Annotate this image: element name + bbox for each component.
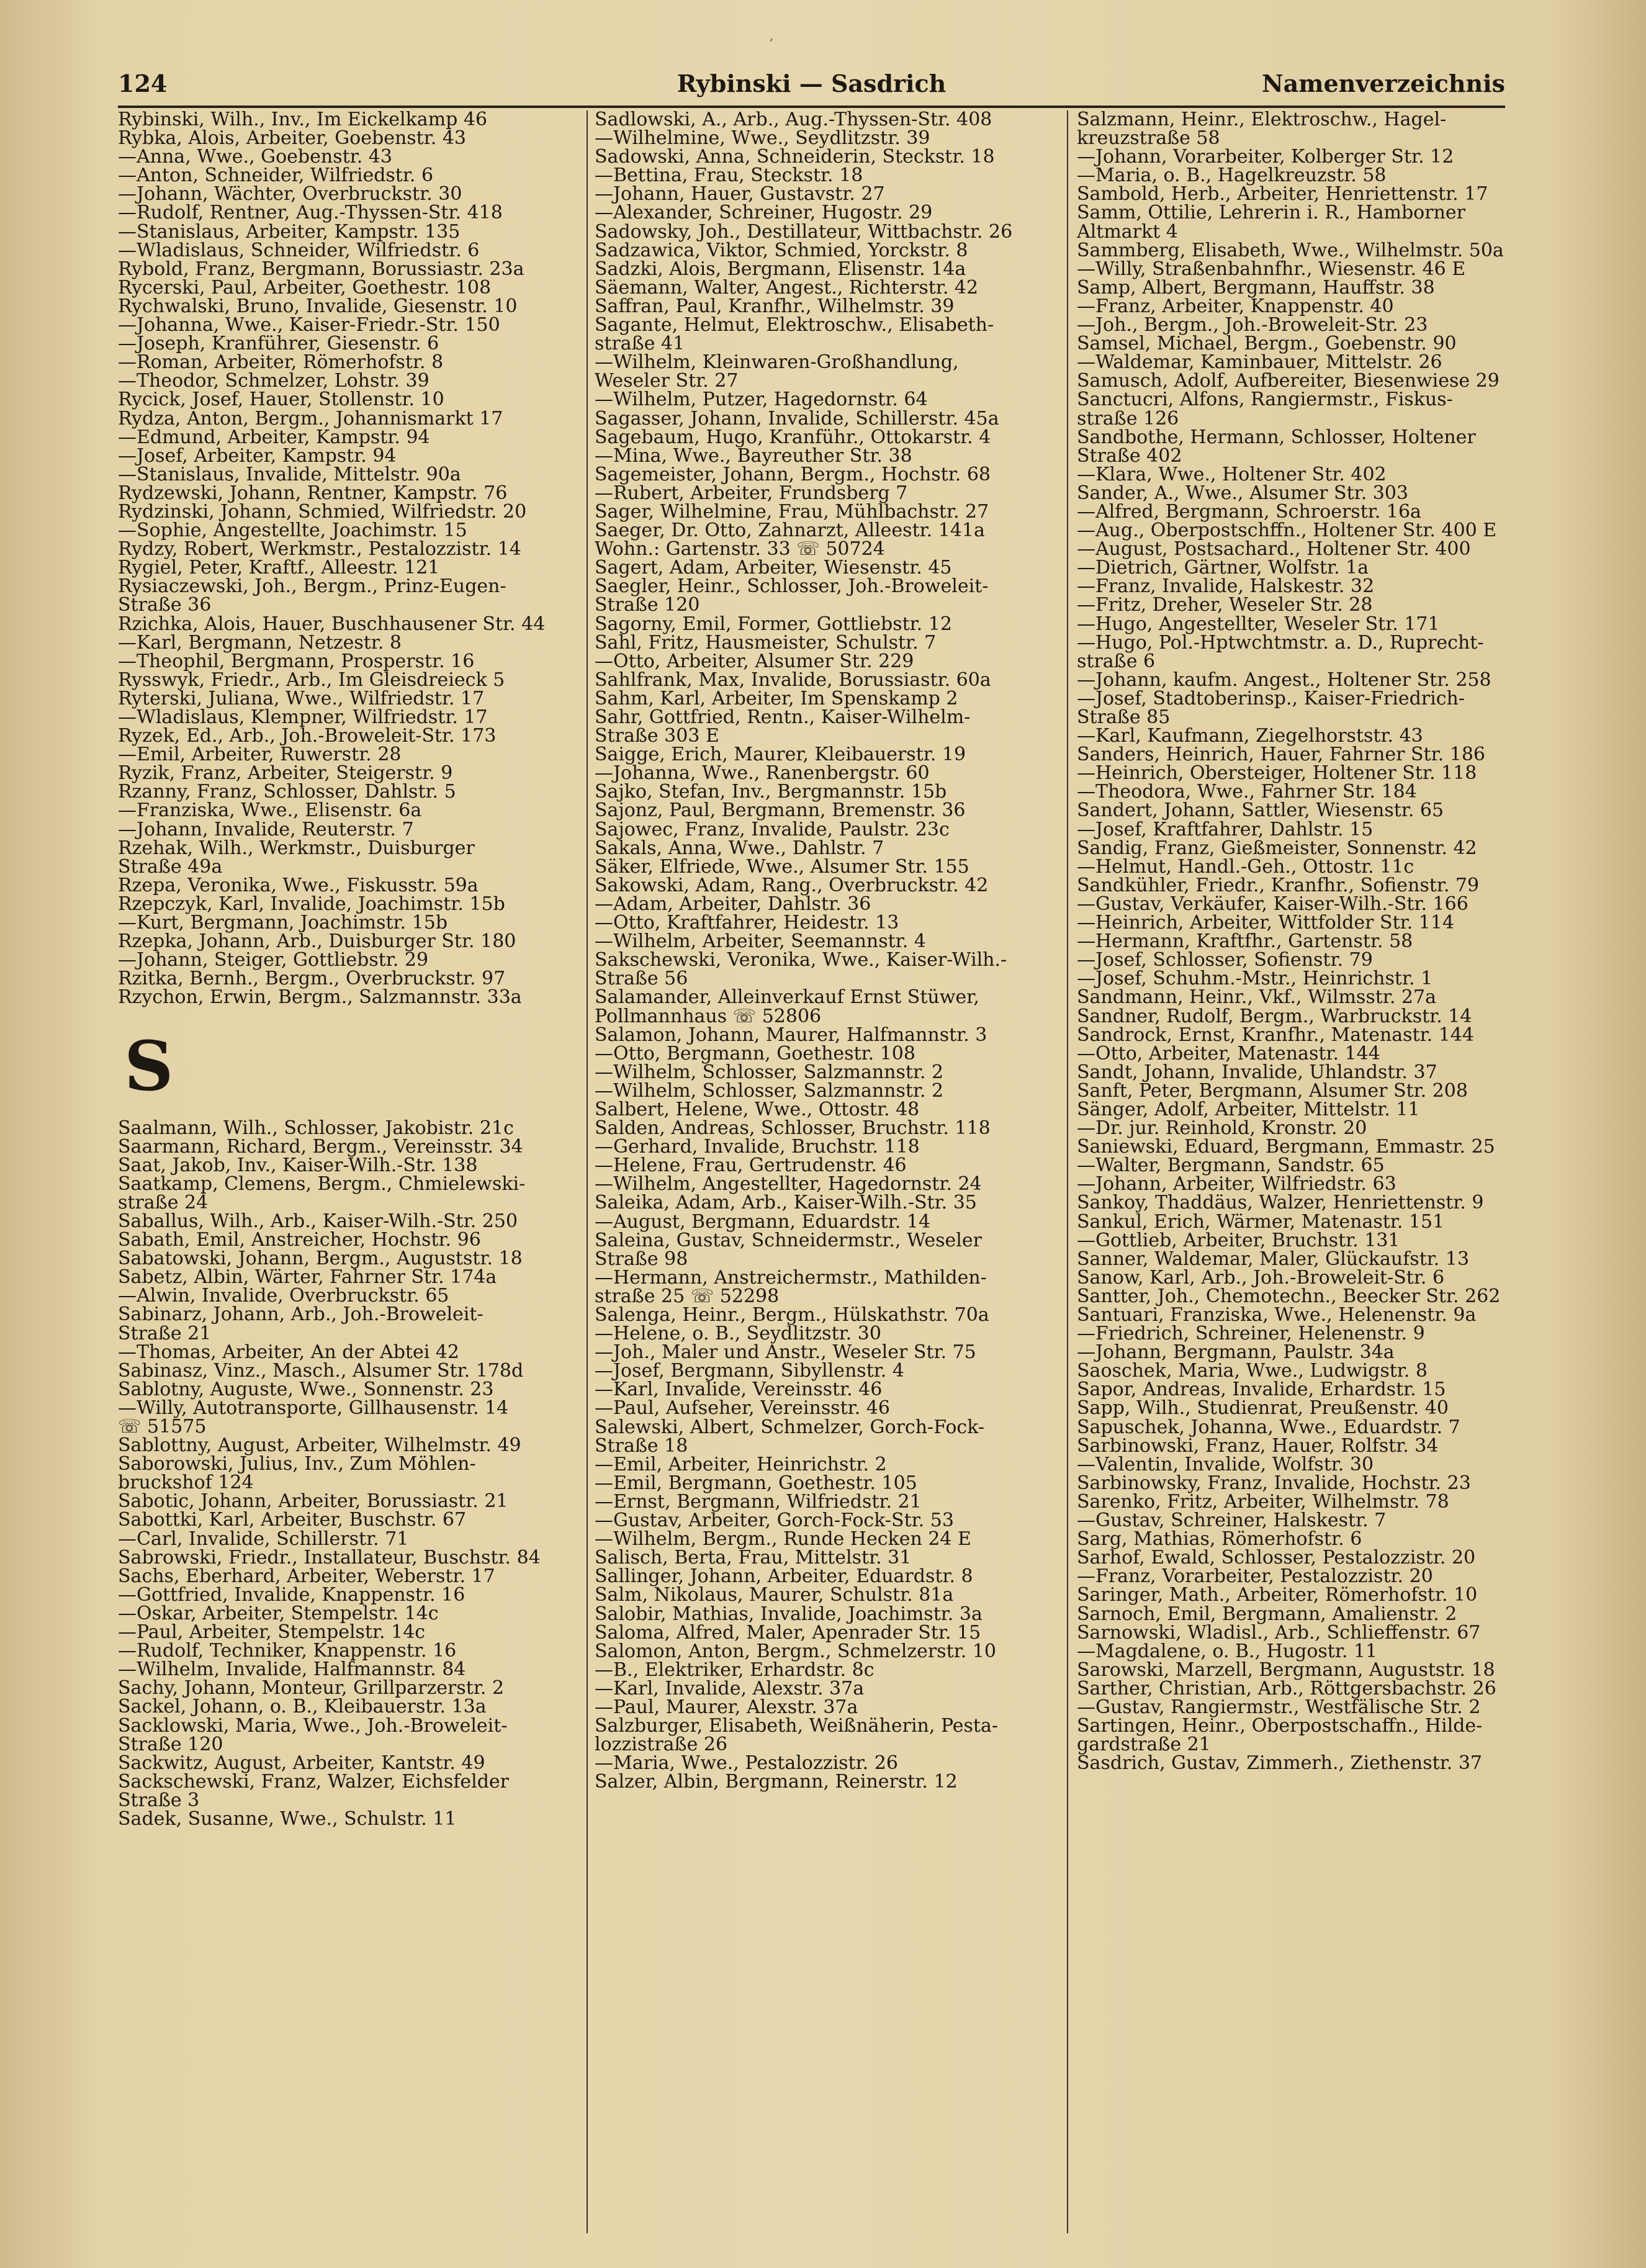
- directory-entry-line: —Hermann, Kraftfhr., Gartenstr. 58: [1077, 930, 1413, 953]
- directory-entry-line: Ryzek, Ed., Arb., Joh.-Broweleit-Str. 173: [118, 725, 497, 747]
- directory-entry-line: —Paul, Arbeiter, Stempelstr. 14c: [118, 1621, 426, 1644]
- directory-entry-line: Saborowski, Julius, Inv., Zum Möhlen-: [118, 1453, 476, 1475]
- directory-entry-line: —Kurt, Bergmann, Joachimstr. 15b: [118, 912, 448, 934]
- directory-entry-line: Sänger, Adolf, Arbeiter, Mittelstr. 11: [1077, 1098, 1420, 1120]
- directory-entry-line: —Johann, Wächter, Overbruckstr. 30: [118, 183, 462, 205]
- directory-entry-line: —Wilhelm, Bergm., Runde Hecken 24 E: [595, 1528, 971, 1550]
- directory-entry-line: Sanders, Heinrich, Hauer, Fahrner Str. 186: [1077, 744, 1485, 766]
- column-divider: [1067, 110, 1068, 2233]
- directory-entry-line: Sahlfrank, Max, Invalide, Borussiastr. 60a: [595, 668, 991, 691]
- directory-entry-line: Rybinski, Wilh., Inv., Im Eickelkamp 46: [118, 109, 488, 130]
- directory-entry-line: Salbert, Helene, Wwe., Ottostr. 48: [595, 1098, 920, 1120]
- directory-entry-line: Salomon, Anton, Bergm., Schmelzerstr. 10: [595, 1640, 997, 1662]
- directory-entry-line: straße 25 ☏ 52298: [595, 1285, 780, 1307]
- directory-entry-line: Rycerski, Paul, Arbeiter, Goethestr. 108: [118, 276, 492, 299]
- directory-entry-line: gardstraße 21: [1077, 1734, 1211, 1756]
- directory-entry-line: —August, Postsachard., Holtener Str. 400: [1077, 538, 1471, 560]
- directory-entry-line: Saeger, Dr. Otto, Zahnarzt, Alleestr. 141a: [595, 520, 985, 542]
- directory-entry-line: —Gerhard, Invalide, Bruchstr. 118: [595, 1136, 920, 1158]
- directory-entry-line: Sackschewski, Franz, Walzer, Eichsfelder: [118, 1770, 509, 1793]
- directory-entry-line: Sandrock, Ernst, Kranfhr., Matenastr. 144: [1077, 1024, 1474, 1046]
- directory-entry-line: —Helmut, Handl.-Geh., Ottostr. 11c: [1077, 855, 1414, 878]
- directory-entry-line: Samusch, Adolf, Aufbereiter, Biesenwiese 29: [1077, 370, 1500, 392]
- directory-entry-line: —Otto, Arbeiter, Alsumer Str. 229: [595, 650, 914, 672]
- directory-entry-line: —Wilhelm, Invalide, Halfmannstr. 84: [118, 1658, 466, 1681]
- directory-entry-line: Sankoy, Thaddäus, Walzer, Henriettenstr. 9: [1077, 1192, 1484, 1214]
- directory-entry-line: straße 41: [595, 333, 685, 355]
- directory-entry-line: Samp, Albert, Bergmann, Hauffstr. 38: [1077, 276, 1435, 299]
- directory-entry-line: Salobir, Mathias, Invalide, Joachimstr. 3a: [595, 1603, 983, 1625]
- directory-entry-line: —Johanna, Wwe., Kaiser-Friedr.-Str. 150: [118, 314, 500, 336]
- directory-entry-line: Straße 18: [595, 1434, 688, 1457]
- directory-entry-line: Sanner, Waldemar, Maler, Glückaufstr. 13: [1077, 1248, 1470, 1270]
- directory-entry-line: Sambold, Herb., Arbeiter, Henriettenstr. 17: [1077, 183, 1488, 205]
- directory-entry-line: Weseler Str. 27: [595, 370, 739, 392]
- directory-entry-line: Sapor, Andreas, Invalide, Erhardstr. 15: [1077, 1379, 1446, 1401]
- directory-entry-line: —Alwin, Invalide, Overbruckstr. 65: [118, 1285, 449, 1307]
- directory-entry-line: Salzmann, Heinr., Elektroschw., Hagel-: [1077, 109, 1447, 130]
- directory-entry-line: —Karl, Bergmann, Netzestr. 8: [118, 631, 402, 654]
- directory-entry-line: Sabath, Emil, Anstreicher, Hochstr. 96: [118, 1229, 481, 1251]
- column-divider: [587, 110, 588, 2233]
- directory-entry-line: Rzychon, Erwin, Bergm., Salzmannstr. 33a: [118, 986, 522, 1009]
- directory-entry-line: Straße 120: [595, 594, 700, 616]
- directory-entry-line: —Heinrich, Obersteiger, Holtener Str. 118: [1077, 762, 1477, 785]
- directory-entry-line: —Johann, Steiger, Gottliebstr. 29: [118, 949, 429, 971]
- directory-entry-line: —Aug., Oberpostschffn., Holtener Str. 400 E: [1077, 520, 1497, 542]
- directory-entry-line: Rydzinski, Johann, Schmied, Wilfriedstr. 20: [118, 500, 527, 523]
- directory-entry-line: Rybka, Alois, Arbeiter, Goebenstr. 43: [118, 127, 467, 150]
- directory-entry-line: Santuari, Franziska, Wwe., Helenenstr. 9a: [1077, 1304, 1477, 1326]
- directory-entry-line: —Wilhelm, Kleinwaren-Großhandlung,: [595, 351, 959, 374]
- directory-entry-line: —Franz, Vorarbeiter, Pestalozzistr. 20: [1077, 1565, 1433, 1588]
- directory-entry-line: —Joseph, Kranführer, Giesenstr. 6: [118, 333, 439, 355]
- directory-entry-line: Saegler, Heinr., Schlosser, Joh.-Broweleit-: [595, 575, 989, 598]
- directory-entry-line: —Josef, Arbeiter, Kampstr. 94: [118, 444, 397, 467]
- directory-entry-line: —Theophil, Bergmann, Prosperstr. 16: [118, 650, 475, 672]
- directory-entry-line: Rydzy, Robert, Werkmstr., Pestalozzistr. 14: [118, 538, 521, 560]
- directory-entry-line: —Emil, Arbeiter, Heinrichstr. 2: [595, 1453, 887, 1475]
- directory-entry-line: —Anton, Schneider, Wilfriedstr. 6: [118, 164, 434, 187]
- directory-entry-line: Rzepka, Johann, Arb., Duisburger Str. 180: [118, 930, 516, 953]
- directory-entry-line: Salenga, Heinr., Bergm., Hülskathstr. 70a: [595, 1304, 989, 1326]
- directory-entry-line: Rzanny, Franz, Schlosser, Dahlstr. 5: [118, 781, 456, 803]
- directory-entry-line: Sablotny, Auguste, Wwe., Sonnenstr. 23: [118, 1378, 494, 1400]
- directory-entry-line: Sarowski, Marzell, Bergmann, Auguststr. 18: [1077, 1658, 1495, 1681]
- directory-entry-line: —Stanislaus, Invalide, Mittelstr. 90a: [118, 463, 461, 485]
- directory-entry-line: —Theodora, Wwe., Fahrner Str. 184: [1077, 781, 1417, 803]
- directory-entry-line: —Dr. jur. Reinhold, Kronstr. 20: [1077, 1117, 1367, 1140]
- directory-entry-line: Rzehak, Wilh., Werkmstr., Duisburger: [118, 837, 475, 859]
- directory-entry-line: Samm, Ottilie, Lehrerin i. R., Hamborner: [1077, 202, 1465, 224]
- directory-entry-line: —Johann, Vorarbeiter, Kolberger Str. 12: [1077, 146, 1454, 168]
- directory-entry-line: Sajowec, Franz, Invalide, Paulstr. 23c: [595, 818, 950, 840]
- directory-entry-line: Sabinasz, Vinz., Masch., Alsumer Str. 178d: [118, 1359, 524, 1382]
- directory-entry-line: Salzburger, Elisabeth, Weißnäherin, Pesta-: [595, 1715, 999, 1737]
- directory-entry-line: Saringer, Math., Arbeiter, Römerhofstr. 10: [1077, 1584, 1478, 1606]
- directory-entry-line: Rzichka, Alois, Hauer, Buschhausener Str. 44: [118, 613, 546, 635]
- directory-entry-line: Sander, A., Wwe., Alsumer Str. 303: [1077, 482, 1409, 504]
- directory-entry-line: Rysiaczewski, Joh., Bergm., Prinz-Eugen-: [118, 575, 506, 598]
- directory-entry-line: —Johann, Arbeiter, Wilfriedstr. 63: [1077, 1173, 1396, 1195]
- directory-entry-line: —Johann, Bergmann, Paulstr. 34a: [1077, 1341, 1395, 1364]
- directory-entry-line: kreuzstraße 58: [1077, 127, 1220, 150]
- directory-entry-line: —Johann, Hauer, Gustavstr. 27: [595, 183, 885, 205]
- section-initial-letter: S: [124, 1025, 174, 1106]
- directory-entry-line: Wohn.: Gartenstr. 33 ☏ 50724: [595, 538, 885, 560]
- directory-entry-line: Sandt, Johann, Invalide, Uhlandstr. 37: [1077, 1061, 1437, 1083]
- directory-entry-line: —Franz, Arbeiter, Knappenstr. 40: [1077, 295, 1394, 317]
- directory-entry-line: —Wilhelmine, Wwe., Seydlitzstr. 39: [595, 127, 930, 150]
- directory-entry-line: Sajonz, Paul, Bergmann, Bremenstr. 36: [595, 799, 966, 822]
- directory-entry-line: —Gustav, Verkäufer, Kaiser-Wilh.-Str. 166: [1077, 893, 1468, 915]
- directory-entry-line: —Otto, Kraftfahrer, Heidestr. 13: [595, 912, 899, 934]
- directory-entry-line: Salewski, Albert, Schmelzer, Gorch-Fock-: [595, 1416, 984, 1438]
- directory-entry-line: —Friedrich, Schreiner, Helenenstr. 9: [1077, 1323, 1425, 1345]
- directory-entry-line: Sadlowski, A., Arb., Aug.-Thyssen-Str. 408: [595, 109, 992, 130]
- directory-entry-line: Sabinarz, Johann, Arb., Joh.-Broweleit-: [118, 1303, 483, 1326]
- directory-entry-line: —Karl, Invalide, Vereinsstr. 46: [595, 1379, 883, 1401]
- directory-entry-line: —Wilhelm, Schlosser, Salzmannstr. 2: [595, 1079, 944, 1102]
- directory-entry-line: Pollmannhaus ☏ 52806: [595, 1005, 822, 1027]
- directory-entry-line: Santter, Joh., Chemotechn., Beecker Str. 262: [1077, 1285, 1501, 1307]
- directory-entry-line: Sabatowski, Johann, Bergm., Auguststr. 18: [118, 1248, 523, 1270]
- directory-entry-line: Sahm, Karl, Arbeiter, Im Spenskamp 2: [595, 687, 958, 709]
- directory-entry-line: Salm, Nikolaus, Maurer, Schulstr. 81a: [595, 1584, 954, 1606]
- directory-entry-line: —Josef, Bergmann, Sibyllenstr. 4: [595, 1360, 904, 1382]
- directory-entry-line: Sartingen, Heinr., Oberpostschaffn., Hilde-: [1077, 1715, 1483, 1737]
- directory-entry-line: —Rubert, Arbeiter, Frundsberg 7: [595, 482, 908, 504]
- directory-entry-line: Sarnoch, Emil, Bergmann, Amalienstr. 2: [1077, 1603, 1457, 1625]
- directory-entry-line: Rygiel, Peter, Kraftf., Alleestr. 121: [118, 557, 440, 579]
- directory-entry-line: Saffran, Paul, Kranfhr., Wilhelmstr. 39: [595, 295, 955, 317]
- directory-entry-line: Salzer, Albin, Bergmann, Reinerstr. 12: [595, 1771, 958, 1793]
- directory-entry-line: Säker, Elfriede, Wwe., Alsumer Str. 155: [595, 855, 969, 878]
- directory-entry-line: —Willy, Autotransporte, Gillhausenstr. 14: [118, 1397, 509, 1419]
- column-1-top-entries: [118, 110, 577, 1007]
- directory-entry-line: —Willy, Straßenbahnfhr., Wiesenstr. 46 E: [1077, 258, 1466, 280]
- directory-entry-line: —Hugo, Pol.-Hptwchtmstr. a. D., Ruprecht-: [1077, 631, 1484, 654]
- directory-entry-line: —Paul, Aufseher, Vereinsstr. 46: [595, 1397, 890, 1420]
- directory-entry-line: Salamon, Johann, Maurer, Halfmannstr. 3: [595, 1024, 987, 1046]
- directory-entry-line: Sanft, Peter, Bergmann, Alsumer Str. 208: [1077, 1079, 1468, 1102]
- directory-entry-line: Sarther, Christian, Arb., Röttgersbachstr. 26: [1077, 1677, 1496, 1699]
- directory-entry-line: Sasdrich, Gustav, Zimmerh., Ziethenstr. 37: [1077, 1752, 1482, 1775]
- directory-entry-line: Sarhof, Ewald, Schlosser, Pestalozzistr. 20: [1077, 1547, 1476, 1569]
- directory-entry-line: —Johann, kaufm. Angest., Holtener Str. 258: [1077, 668, 1491, 691]
- directory-entry-line: Saat, Jakob, Inv., Kaiser-Wilh.-Str. 138: [118, 1154, 478, 1176]
- directory-entry-line: Samsel, Michael, Bergm., Goebenstr. 90: [1077, 333, 1457, 355]
- directory-entry-line: Sagasser, Johann, Invalide, Schillerstr. 45a: [595, 407, 999, 430]
- column-1: [118, 110, 577, 1829]
- directory-entry-line: —Joh., Bergm., Joh.-Broweleit-Str. 23: [1077, 314, 1428, 336]
- directory-entry-line: Sanctucri, Alfons, Rangiermstr., Fiskus-: [1077, 389, 1453, 411]
- directory-entry-line: Sakals, Anna, Wwe., Dahlstr. 7: [595, 837, 884, 859]
- directory-entry-line: Sadek, Susanne, Wwe., Schulstr. 11: [118, 1807, 457, 1830]
- directory-entry-line: straße 24: [118, 1191, 209, 1213]
- directory-entry-line: Sapp, Wilh., Studienrat, Preußenstr. 40: [1077, 1397, 1449, 1420]
- directory-entry-line: —Fritz, Dreher, Weseler Str. 28: [1077, 594, 1373, 616]
- running-title: Rybinski — Sasdrich: [677, 70, 947, 97]
- directory-entry-line: Sagert, Adam, Arbeiter, Wiesenstr. 45: [595, 557, 952, 579]
- directory-entry-line: —Valentin, Invalide, Wolfstr. 30: [1077, 1453, 1374, 1475]
- directory-entry-line: Straße 36: [118, 594, 212, 616]
- directory-entry-line: —Sophie, Angestellte, Joachimstr. 15: [118, 520, 467, 542]
- directory-entry-line: —Gottlieb, Arbeiter, Bruchstr. 131: [1077, 1229, 1400, 1251]
- column-3-entries: [1077, 110, 1511, 1773]
- directory-entry-line: Sanow, Karl, Arb., Joh.-Broweleit-Str. 6: [1077, 1266, 1445, 1289]
- directory-entry-line: —Joh., Maler und Anstr., Weseler Str. 75: [595, 1341, 976, 1364]
- directory-entry-line: —Heinrich, Arbeiter, Wittfolder Str. 114: [1077, 912, 1455, 934]
- directory-entry-line: Sagebaum, Hugo, Kranführ., Ottokarstr. 4: [595, 426, 991, 448]
- directory-entry-line: lozzistraße 26: [595, 1734, 728, 1756]
- directory-entry-line: —Johann, Invalide, Reuterstr. 7: [118, 818, 414, 840]
- directory-entry-line: Straße 21: [118, 1322, 212, 1344]
- directory-entry-line: straße 126: [1077, 407, 1179, 430]
- directory-entry-line: Saigge, Erich, Maurer, Kleibauerstr. 19: [595, 744, 966, 766]
- directory-entry-line: —August, Bergmann, Eduardstr. 14: [595, 1210, 931, 1233]
- directory-entry-line: Salden, Andreas, Schlosser, Bruchstr. 118: [595, 1117, 991, 1140]
- page-header: [118, 62, 1505, 108]
- directory-entry-line: —Waldemar, Kaminbauer, Mittelstr. 26: [1077, 351, 1442, 374]
- directory-entry-line: Sallinger, Johann, Arbeiter, Eduardstr. 8: [595, 1565, 973, 1588]
- column-2: [595, 110, 1057, 1791]
- directory-entry-line: Sandmann, Heinr., Vkf., Wilmsstr. 27a: [1077, 986, 1436, 1009]
- directory-entry-line: Sakschewski, Veronika, Wwe., Kaiser-Wilh.-: [595, 949, 1007, 971]
- column-2-entries: [595, 110, 1057, 1791]
- directory-entry-line: —Hermann, Anstreichermstr., Mathilden-: [595, 1266, 987, 1289]
- directory-entry-line: Rysswyk, Friedr., Arb., Im Gleisdreieck 5: [118, 668, 505, 691]
- directory-entry-line: —Emil, Bergmann, Goethestr. 105: [595, 1472, 917, 1494]
- section-title: Namenverzeichnis: [1261, 70, 1505, 97]
- directory-entry-line: straße 6: [1077, 650, 1156, 672]
- directory-entry-line: Sandkühler, Friedr., Kranfhr., Sofienstr. 79: [1077, 874, 1480, 896]
- directory-entry-line: Sahl, Fritz, Hausmeister, Schulstr. 7: [595, 631, 937, 654]
- directory-entry-line: Sadowsky, Joh., Destillateur, Wittbachstr. 26: [595, 220, 1013, 243]
- directory-entry-line: Sarbinowsky, Franz, Invalide, Hochstr. 23: [1077, 1472, 1471, 1494]
- directory-entry-line: Sachs, Eberhard, Arbeiter, Weberstr. 17: [118, 1565, 495, 1587]
- directory-entry-line: —Carl, Invalide, Schillerstr. 71: [118, 1528, 409, 1550]
- directory-entry-line: —Mina, Wwe., Bayreuther Str. 38: [595, 444, 912, 467]
- directory-entry-line: Straße 120: [118, 1733, 223, 1755]
- directory-entry-line: —Wladislaus, Schneider, Wilfriedstr. 6: [118, 239, 480, 261]
- directory-entry-line: Sapuschek, Johanna, Wwe., Eduardstr. 7: [1077, 1416, 1460, 1438]
- directory-entry-line: Saballus, Wilh., Arb., Kaiser-Wilh.-Str. 250: [118, 1210, 518, 1232]
- directory-entry-line: Saleina, Gustav, Schneidermstr., Weseler: [595, 1229, 982, 1251]
- directory-entry-line: —Hugo, Angestellter, Weseler Str. 171: [1077, 613, 1440, 635]
- directory-entry-line: Sackel, Johann, o. B., Kleibauerstr. 13a: [118, 1696, 487, 1718]
- directory-entry-line: —Ernst, Bergmann, Wilfriedstr. 21: [595, 1490, 922, 1513]
- directory-entry-line: Sajko, Stefan, Inv., Bergmannstr. 15b: [595, 781, 947, 803]
- directory-entry-line: Sarg, Mathias, Römerhofstr. 6: [1077, 1528, 1362, 1550]
- directory-entry-line: Sackwitz, August, Arbeiter, Kantstr. 49: [118, 1752, 485, 1774]
- directory-entry-line: Sadzki, Alois, Bergmann, Elisenstr. 14a: [595, 258, 966, 280]
- directory-entry-line: Sankul, Erich, Wärmer, Matenastr. 151: [1077, 1210, 1445, 1233]
- directory-entry-line: Sagemeister, Johann, Bergm., Hochstr. 68: [595, 463, 991, 485]
- directory-entry-line: —Walter, Bergmann, Sandstr. 65: [1077, 1154, 1385, 1177]
- directory-entry-line: —Wilhelm, Schlosser, Salzmannstr. 2: [595, 1061, 944, 1083]
- directory-entry-line: —Roman, Arbeiter, Römerhofstr. 8: [118, 351, 444, 374]
- directory-entry-line: Sahr, Gottfried, Rentn., Kaiser-Wilhelm-: [595, 706, 971, 728]
- directory-entry-line: Saniewski, Eduard, Bergmann, Emmastr. 25: [1077, 1136, 1495, 1158]
- directory-entry-line: Sacklowski, Maria, Wwe., Joh.-Broweleit-: [118, 1714, 508, 1737]
- directory-entry-line: Sakowski, Adam, Rang., Overbruckstr. 42: [595, 874, 989, 896]
- directory-entry-line: —Gustav, Arbeiter, Gorch-Fock-Str. 53: [595, 1510, 954, 1532]
- directory-entry-line: Sandert, Johann, Sattler, Wiesenstr. 65: [1077, 799, 1444, 822]
- directory-entry-line: —Otto, Arbeiter, Matenastr. 144: [1077, 1042, 1380, 1064]
- directory-entry-line: Sandig, Franz, Gießmeister, Sonnenstr. 42: [1077, 837, 1477, 859]
- directory-entry-line: Saatkamp, Clemens, Bergm., Chmielewski-: [118, 1172, 526, 1195]
- directory-entry-line: Sagante, Helmut, Elektroschw., Elisabeth-: [595, 314, 994, 336]
- directory-entry-line: —Stanislaus, Arbeiter, Kampstr. 135: [118, 220, 461, 243]
- directory-entry-line: —Rudolf, Techniker, Knappenstr. 16: [118, 1640, 457, 1662]
- directory-entry-line: —Emil, Arbeiter, Ruwerstr. 28: [118, 744, 402, 766]
- directory-entry-line: —Karl, Invalide, Alexstr. 37a: [595, 1677, 865, 1699]
- directory-entry-line: Straße 303 E: [595, 725, 719, 747]
- directory-entry-line: —Alexander, Schreiner, Hugostr. 29: [595, 202, 933, 224]
- directory-entry-line: —Josef, Stadtoberinsp., Kaiser-Friedrich-: [1077, 687, 1465, 709]
- directory-entry-line: —Adam, Arbeiter, Dahlstr. 36: [595, 893, 871, 915]
- directory-entry-line: Saarmann, Richard, Bergm., Vereinsstr. 34: [118, 1135, 523, 1158]
- directory-entry-line: Ryterski, Juliana, Wwe., Wilfriedstr. 17: [118, 687, 485, 709]
- directory-entry-line: Rycick, Josef, Hauer, Stollenstr. 10: [118, 389, 444, 411]
- directory-entry-line: —Josef, Kraftfahrer, Dahlstr. 15: [1077, 818, 1374, 840]
- directory-entry-line: —Magdalene, o. B., Hugostr. 11: [1077, 1640, 1378, 1662]
- directory-entry-line: —Klara, Wwe., Holtener Str. 402: [1077, 463, 1387, 485]
- directory-entry-line: —Maria, Wwe., Pestalozzistr. 26: [595, 1752, 898, 1775]
- directory-entry-line: Saleika, Adam, Arb., Kaiser-Wilh.-Str. 35: [595, 1192, 977, 1214]
- directory-entry-line: —Rudolf, Rentner, Aug.-Thyssen-Str. 418: [118, 202, 503, 224]
- directory-entry-line: Rychwalski, Bruno, Invalide, Giesenstr. 10: [118, 295, 518, 317]
- directory-entry-line: Rybold, Franz, Bergmann, Borussiastr. 23a: [118, 258, 524, 280]
- directory-entry-line: Sabotic, Johann, Arbeiter, Borussiastr. 21: [118, 1490, 508, 1513]
- directory-entry-line: —Wladislaus, Klempner, Wilfriedstr. 17: [118, 706, 488, 728]
- directory-entry-line: —Josef, Schuhm.-Mstr., Heinrichstr. 1: [1077, 968, 1433, 990]
- directory-entry-line: Straße 3: [118, 1789, 200, 1811]
- directory-entry-line: Straße 56: [595, 968, 688, 990]
- directory-entry-line: ☏ 51575: [118, 1416, 207, 1438]
- directory-entry-line: —Oskar, Arbeiter, Stempelstr. 14c: [118, 1602, 439, 1624]
- directory-entry-line: Sadzawica, Viktor, Schmied, Yorckstr. 8: [595, 239, 968, 261]
- directory-entry-line: Saalmann, Wilh., Schlosser, Jakobistr. 21c: [118, 1117, 514, 1139]
- directory-entry-line: Altmarkt 4: [1077, 220, 1178, 243]
- directory-entry-line: Saoschek, Maria, Wwe., Ludwigstr. 8: [1077, 1360, 1428, 1382]
- directory-entry-line: Saloma, Alfred, Maler, Apenrader Str. 15: [595, 1621, 981, 1644]
- directory-entry-line: Sabrowski, Friedr., Installateur, Buschstr. 84: [118, 1546, 541, 1568]
- directory-entry-line: Sarenko, Fritz, Arbeiter, Wilhelmstr. 78: [1077, 1490, 1449, 1513]
- directory-entry-line: Straße 49a: [118, 855, 223, 878]
- directory-entry-line: —Gustav, Schreiner, Halskestr. 7: [1077, 1510, 1387, 1532]
- directory-entry-line: —Helene, Frau, Gertrudenstr. 46: [595, 1154, 907, 1177]
- directory-entry-line: —Anna, Wwe., Goebenstr. 43: [118, 146, 392, 168]
- page-number: 124: [118, 70, 168, 97]
- directory-entry-line: —Wilhelm, Putzer, Hagedornstr. 64: [595, 389, 928, 411]
- directory-entry-line: Sabottki, Karl, Arbeiter, Buschstr. 67: [118, 1509, 467, 1531]
- directory-entry-line: —Bettina, Frau, Steckstr. 18: [595, 164, 863, 187]
- directory-entry-line: Rydzewski, Johann, Rentner, Kampstr. 76: [118, 482, 508, 504]
- top-mark: ,: [770, 28, 774, 43]
- directory-entry-line: Straße 85: [1077, 706, 1171, 728]
- directory-entry-line: Straße 402: [1077, 444, 1182, 467]
- directory-entry-line: Sabetz, Albin, Wärter, Fahrner Str. 174a: [118, 1266, 497, 1289]
- column-3: [1077, 110, 1511, 1773]
- directory-entry-line: —Wilhelm, Angestellter, Hagedornstr. 24: [595, 1173, 982, 1195]
- directory-entry-line: —Gustav, Rangiermstr., Westfälische Str. 2: [1077, 1696, 1481, 1718]
- directory-entry-line: —Dietrich, Gärtner, Wolfstr. 1a: [1077, 557, 1369, 579]
- directory-entry-line: Rzitka, Bernh., Bergm., Overbruckstr. 97: [118, 968, 506, 990]
- directory-entry-line: Säemann, Walter, Angest., Richterstr. 42: [595, 276, 979, 299]
- directory-entry-line: —Thomas, Arbeiter, An der Abtei 42: [118, 1341, 460, 1363]
- directory-entry-line: Sandbothe, Hermann, Schlosser, Holtener: [1077, 426, 1476, 448]
- directory-entry-line: —Josef, Schlosser, Sofienstr. 79: [1077, 949, 1373, 971]
- directory-entry-line: Sarbinowski, Franz, Hauer, Rolfstr. 34: [1077, 1434, 1439, 1457]
- directory-entry-line: —Wilhelm, Arbeiter, Seemannstr. 4: [595, 930, 926, 953]
- directory-entry-line: —Johanna, Wwe., Ranenbergstr. 60: [595, 762, 930, 785]
- directory-entry-line: Straße 98: [595, 1248, 688, 1270]
- directory-entry-line: —Gottfried, Invalide, Knappenstr. 16: [118, 1583, 465, 1606]
- directory-entry-line: —Karl, Kaufmann, Ziegelhorststr. 43: [1077, 725, 1423, 747]
- directory-entry-line: Rydza, Anton, Bergm., Johannismarkt 17: [118, 407, 503, 430]
- directory-entry-line: —Maria, o. B., Hagelkreuzstr. 58: [1077, 164, 1387, 187]
- column-1-bottom-entries: [118, 1119, 577, 1829]
- directory-entry-line: Sablottny, August, Arbeiter, Wilhelmstr. 49: [118, 1434, 521, 1457]
- directory-entry-line: Sarnowski, Wladisl., Arb., Schlieffenstr. 67: [1077, 1621, 1481, 1644]
- directory-entry-line: Sadowski, Anna, Schneiderin, Steckstr. 18: [595, 146, 995, 168]
- directory-entry-line: —Otto, Bergmann, Goethestr. 108: [595, 1042, 915, 1064]
- directory-entry-line: Sagorny, Emil, Former, Gottliebstr. 12: [595, 613, 952, 635]
- directory-entry-line: Sager, Wilhelmine, Frau, Mühlbachstr. 27: [595, 500, 989, 523]
- directory-entry-line: —Theodor, Schmelzer, Lohstr. 39: [118, 370, 429, 392]
- directory-entry-line: —B., Elektriker, Erhardstr. 8c: [595, 1658, 875, 1681]
- directory-entry-line: Salamander, Alleinverkauf Ernst Stüwer,: [595, 986, 979, 1009]
- directory-entry-line: Rzepa, Veronika, Wwe., Fiskusstr. 59a: [118, 874, 479, 896]
- directory-entry-line: —Franziska, Wwe., Elisenstr. 6a: [118, 799, 422, 822]
- directory-entry-line: —Franz, Invalide, Halskestr. 32: [1077, 575, 1375, 598]
- directory-entry-line: —Alfred, Bergmann, Schroerstr. 16a: [1077, 500, 1421, 523]
- directory-entry-line: Sachy, Johann, Monteur, Grillparzerstr. 2: [118, 1677, 505, 1699]
- directory-entry-line: —Edmund, Arbeiter, Kampstr. 94: [118, 426, 430, 448]
- directory-entry-line: Sammberg, Elisabeth, Wwe., Wilhelmstr. 50a: [1077, 239, 1504, 261]
- directory-entry-line: Rzepczyk, Karl, Invalide, Joachimstr. 15b: [118, 893, 505, 915]
- directory-entry-line: Ryzik, Franz, Arbeiter, Steigerstr. 9: [118, 762, 453, 785]
- directory-entry-line: —Paul, Maurer, Alexstr. 37a: [595, 1696, 858, 1718]
- directory-entry-line: Salisch, Berta, Frau, Mittelstr. 31: [595, 1547, 912, 1569]
- directory-entry-line: bruckshof 124: [118, 1472, 254, 1494]
- directory-entry-line: Sandner, Rudolf, Bergm., Warbruckstr. 14: [1077, 1005, 1472, 1027]
- directory-entry-line: —Helene, o. B., Seydlitzstr. 30: [595, 1323, 881, 1345]
